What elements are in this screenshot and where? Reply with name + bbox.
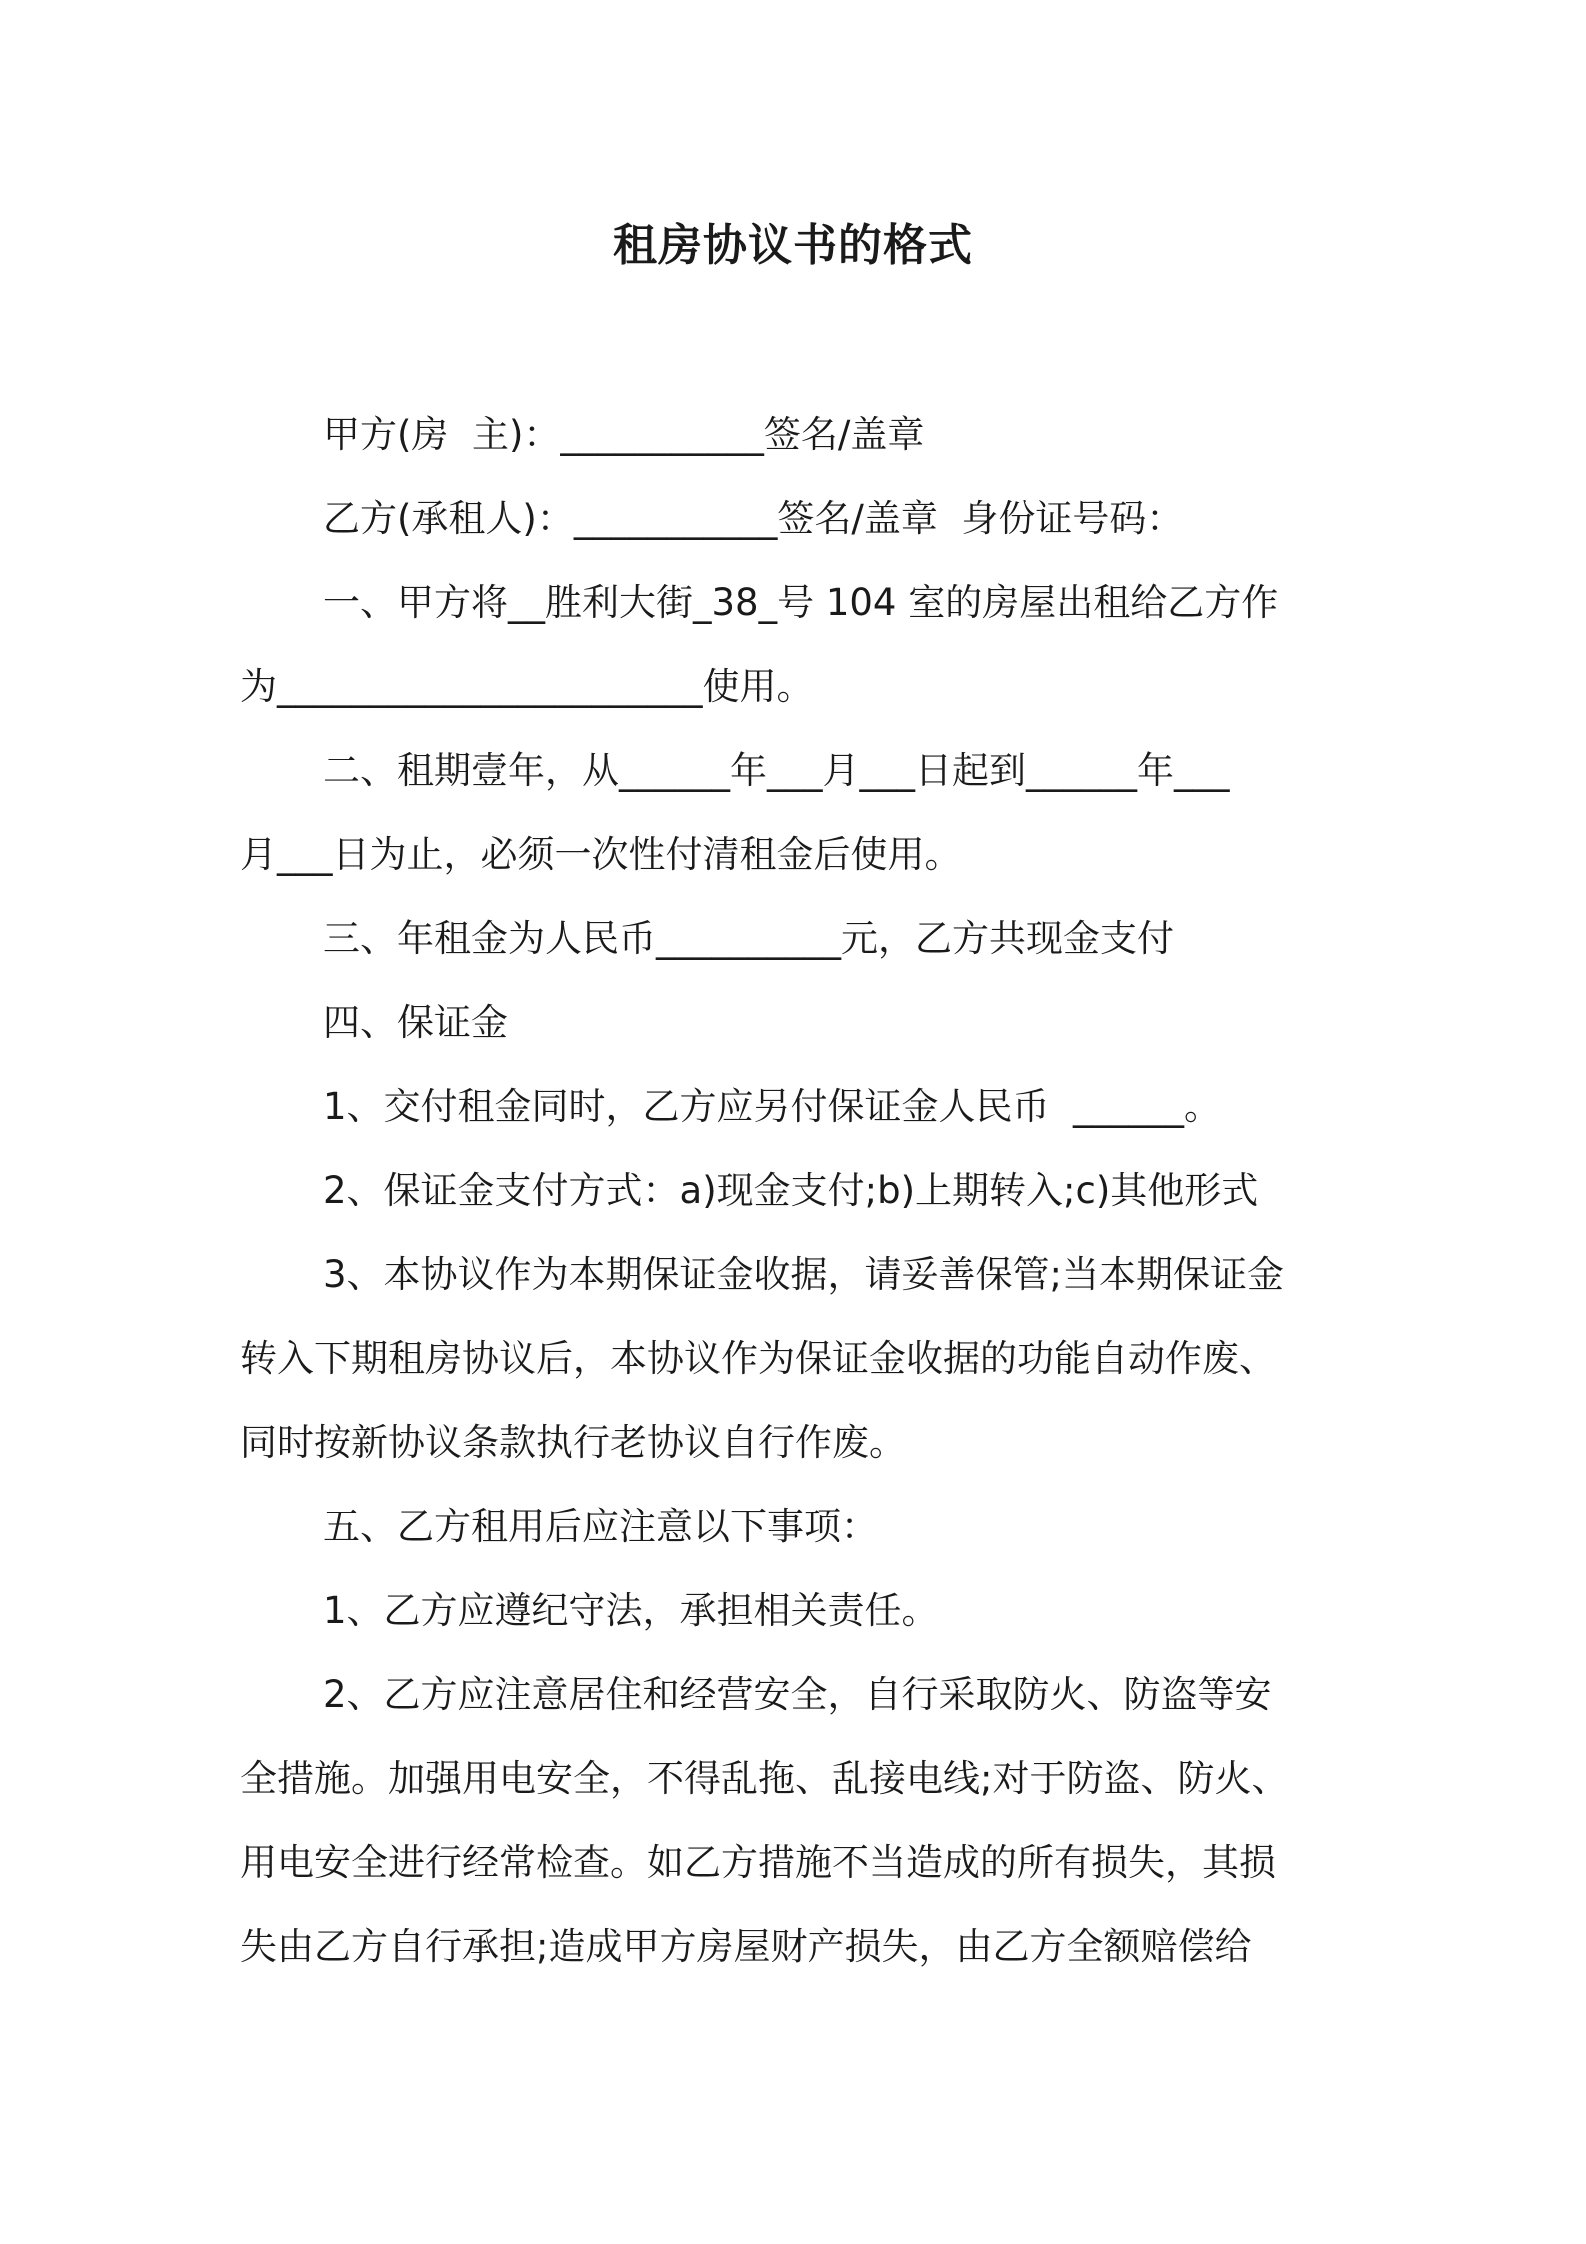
clause-5-heading: 五、乙方租用后应注意以下事项： — [323, 1505, 878, 1548]
clause-4-heading: 四、保证金 — [323, 1001, 508, 1044]
notice-item-2-line-1: 2、乙方应注意居住和经营安全，自行采取防火、防盗等安 — [323, 1673, 1272, 1716]
deposit-item-3-line-1: 3、本协议作为本期保证金收据，请妥善保管;当本期保证金 — [323, 1253, 1285, 1296]
notice-item-2-line-4: 失由乙方自行承担;造成甲方房屋财产损失，由乙方全额赔偿给 — [240, 1925, 1252, 1968]
clause-1-line-1: 一、甲方将__胜利大街_38_号 104 室的房屋出租给乙方作 — [323, 581, 1279, 624]
notice-item-1: 1、乙方应遵纪守法，承担相关责任。 — [323, 1589, 939, 1632]
clause-2-line-1: 二、租期壹年，从______年___月___日起到______年___ — [323, 749, 1230, 792]
party-a-line: 甲方(房 主)：___________签名/盖章 — [323, 413, 925, 456]
clause-3-line: 三、年租金为人民币__________元，乙方共现金支付 — [323, 917, 1174, 960]
notice-item-2-line-3: 用电安全进行经常检查。如乙方措施不当造成的所有损失，其损 — [240, 1841, 1276, 1884]
document-title: 租房协议书的格式 — [613, 220, 973, 271]
party-b-line: 乙方(承租人)：___________签名/盖章 身份证号码： — [323, 497, 1184, 540]
clause-2-line-2: 月___日为止，必须一次性付清租金后使用。 — [240, 833, 962, 876]
clause-1-line-2: 为_______________________使用。 — [240, 665, 814, 708]
deposit-item-2: 2、保证金支付方式：a)现金支付;b)上期转入;c)其他形式 — [323, 1169, 1259, 1212]
deposit-item-3-line-3: 同时按新协议条款执行老协议自行作废。 — [240, 1421, 906, 1464]
deposit-item-3-line-2: 转入下期租房协议后，本协议作为保证金收据的功能自动作废、 — [240, 1337, 1276, 1380]
deposit-item-1: 1、交付租金同时，乙方应另付保证金人民币 ______。 — [323, 1085, 1222, 1128]
notice-item-2-line-2: 全措施。加强用电安全，不得乱拖、乱接电线;对于防盗、防火、 — [240, 1757, 1289, 1800]
